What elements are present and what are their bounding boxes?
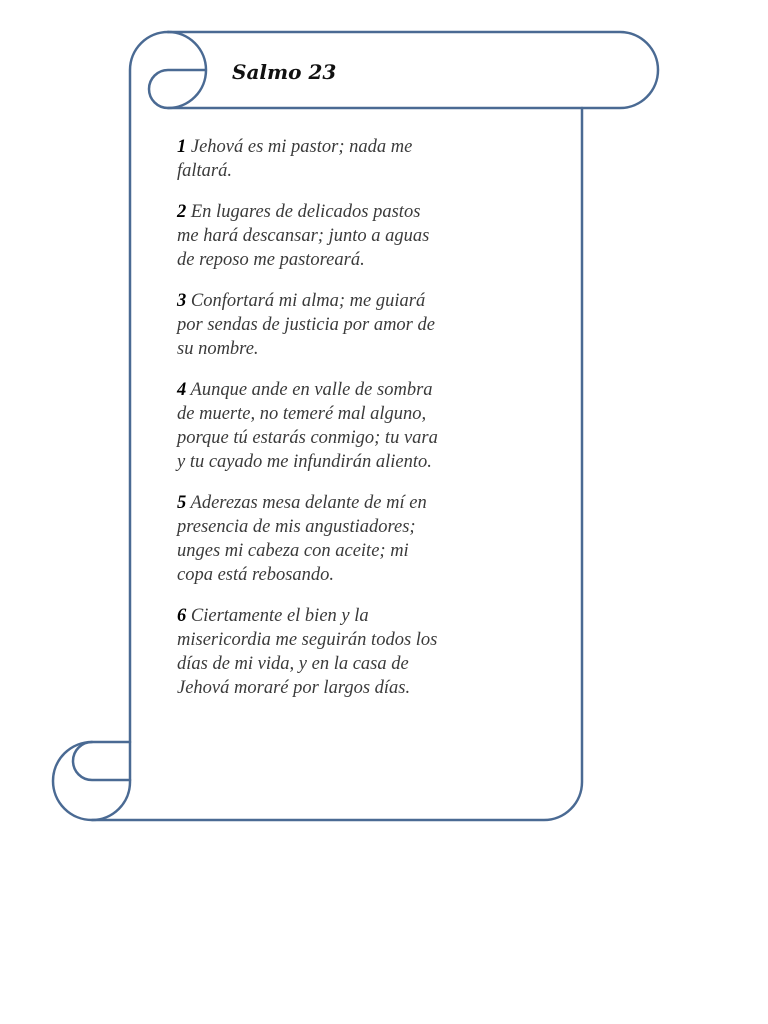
verse-number: 2 bbox=[177, 202, 187, 222]
scroll-left-edge bbox=[130, 32, 168, 742]
verse-number: 3 bbox=[177, 291, 187, 311]
verse-3 bbox=[177, 289, 445, 361]
verse-number: 4 bbox=[177, 380, 187, 400]
verse-5 bbox=[177, 491, 445, 587]
verse-text: Ciertamente el bien y la misericordia me seguirán todos los días de mi vida, y en la casa de Jehová moraré por largos días. bbox=[177, 606, 438, 698]
verse-text: Confortará mi alma; me guiará por sendas de justicia por amor de su nombre. bbox=[177, 291, 435, 359]
verse-text: Aunque ande en valle de sombra de muerte, no temeré mal alguno, porque tú estarás conmigo; tu vara y tu cayado me infundirán aliento. bbox=[177, 380, 438, 472]
verse-2 bbox=[177, 200, 445, 272]
verse-1 bbox=[177, 135, 445, 183]
verse-6 bbox=[177, 604, 445, 700]
verse-number: 5 bbox=[177, 493, 187, 513]
verse-text: Aderezas mesa delante de mí en presencia de mis angustiadores; unges mi cabeza con aceite; mi copa está rebosando. bbox=[177, 493, 427, 585]
verse-text: Jehová es mi pastor; nada me faltará. bbox=[177, 137, 413, 181]
verse-number: 1 bbox=[177, 137, 187, 157]
verse-4 bbox=[177, 378, 445, 474]
page-title: Salmo 23 bbox=[232, 60, 337, 84]
scroll-top-curl bbox=[149, 32, 206, 108]
verse-list bbox=[177, 135, 445, 717]
verse-number: 6 bbox=[177, 606, 187, 626]
verse-text: En lugares de delicados pastos me hará descansar; junto a aguas de reposo me pastoreará. bbox=[177, 202, 430, 270]
scroll-bottom-curl-inner bbox=[73, 742, 130, 780]
